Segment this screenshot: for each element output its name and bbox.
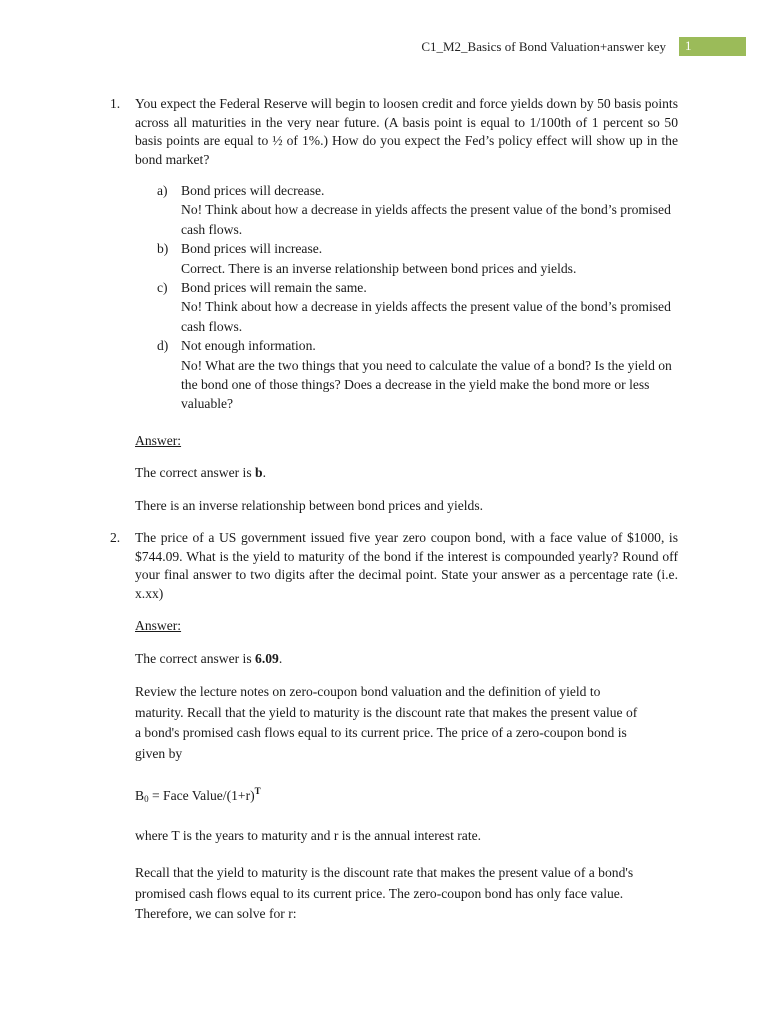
option-a-letter: a)	[157, 183, 168, 198]
question-1-correct-answer	[0, 464, 645, 483]
option-a	[0, 181, 678, 239]
option-d-feedback: No! What are the two things that you need to calculate the value of a bond? Is the yield on the bond one of those things? Does a decrease in the yield make the bond more or less valuable?	[181, 357, 672, 412]
page-header	[0, 37, 768, 57]
option-c	[0, 278, 678, 336]
option-b-text: Bond prices will increase.	[181, 241, 323, 257]
question-1	[0, 95, 678, 169]
option-a-feedback: No! Think about how a decrease in yields affects the present value of the bond’s promised cash flows.	[181, 202, 671, 237]
correct-answer-value: 6.09	[255, 650, 279, 666]
correct-answer-value: b	[255, 465, 263, 481]
answer-label: Answer:	[135, 618, 182, 634]
question-2-review: Review the lecture notes on zero-coupon bond valuation and the definition of yield to maturity. Recall that the yield to maturity is the discount rate that makes the present value of a bond's promised cash flows equal to its current price. The price of a zero-coupon bond is given by	[135, 684, 638, 761]
document-body	[0, 95, 768, 925]
formula-subscript: 0	[144, 794, 149, 805]
option-b	[0, 239, 678, 278]
question-2-number: 2.	[110, 530, 121, 546]
correct-answer-prefix: The correct answer is	[135, 465, 256, 481]
option-d	[0, 336, 678, 414]
option-d-letter: d)	[157, 338, 169, 354]
question-2-correct-answer	[0, 650, 645, 669]
option-b-letter: b)	[157, 241, 169, 257]
option-c-feedback: No! Think about how a decrease in yields affects the present value of the bond’s promised cash flows.	[181, 299, 671, 334]
question-1-text: You expect the Federal Reserve will begin to loosen credit and force yields down by 50 basis points across all maturities in the very near future. (A basis point is equal to 1/100th of 1 percent so 50 basis points are equal to ½ of 1%.) How do you expect the Fed’s policy effect will show up in the bond market?	[135, 96, 678, 167]
option-b-feedback: Correct. There is an inverse relationship between bond prices and yields.	[181, 260, 577, 276]
option-c-letter: c)	[157, 280, 168, 296]
document-title: C1_M2_Basics of Bond Valuation+answer key	[421, 39, 666, 54]
formula-exponent: T	[254, 786, 261, 797]
question-1-explanation: There is an inverse relationship between bond prices and yields.	[135, 497, 484, 513]
formula-body: = Face Value/(1+r)	[148, 788, 255, 804]
question-1-answer-label	[0, 432, 645, 451]
option-d-text: Not enough information.	[181, 338, 316, 354]
page-number-badge	[679, 37, 746, 56]
answer-label: Answer:	[135, 432, 182, 448]
question-2-text: The price of a US government issued five year zero coupon bond, with a face value of $1000, is $744.09. What is the yield to maturity of the bond if the interest is compounded yearly? Round off your final answer to two digits after the decimal point. State your answer as a percentage rate (i.e. x.xx)	[135, 530, 678, 601]
page-number: 1	[685, 38, 692, 53]
correct-answer-suffix: .	[278, 650, 283, 666]
option-a-text: Bond prices will decrease.	[181, 183, 325, 198]
formula-where: where T is the years to maturity and r is the annual interest rate.	[135, 827, 482, 843]
question-1-options	[0, 181, 768, 414]
question-2	[0, 529, 678, 603]
bond-price-formula	[0, 782, 645, 809]
option-c-text: Bond prices will remain the same.	[181, 280, 367, 296]
question-2-recall: Recall that the yield to maturity is the discount rate that makes the present value of a bond's promised cash flows equal to its current price. The zero-coupon bond has only face value. Therefore, we can solve for r:	[135, 865, 634, 922]
correct-answer-prefix: The correct answer is	[135, 650, 256, 666]
question-1-number: 1.	[110, 96, 121, 111]
formula-symbol: B	[135, 788, 145, 804]
question-2-answer-label	[0, 617, 645, 636]
correct-answer-suffix: .	[262, 465, 266, 481]
